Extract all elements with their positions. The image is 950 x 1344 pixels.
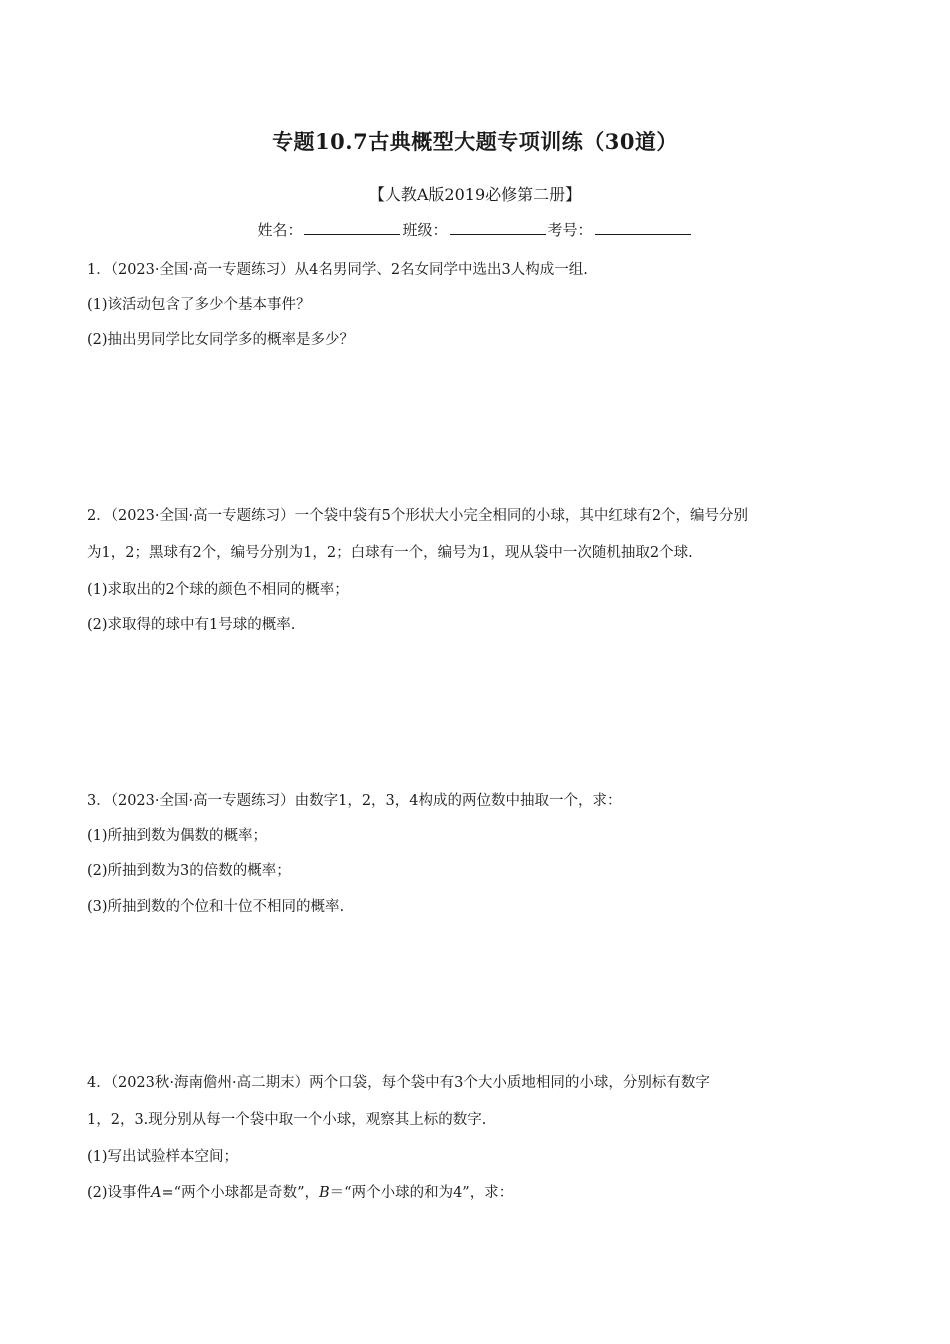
question-1-part-2: (2)抽出男同学比女同学多的概率是多少？ <box>87 332 355 348</box>
question-number: 2． <box>87 508 111 524</box>
question-source: （2023·全国·高一专题练习） <box>110 793 295 809</box>
question-text: 由数字1，2，3，4构成的两位数中抽取一个，求： <box>294 793 622 809</box>
event-b-variable: B <box>319 1185 330 1201</box>
question-1-stem <box>87 258 867 279</box>
question-3-stem <box>87 789 867 810</box>
question-4-stem <box>87 1071 867 1092</box>
question-number: 3． <box>87 793 111 809</box>
name-label: 姓名： <box>257 221 303 239</box>
question-source: （2023·全国·高一专题练习） <box>110 262 295 278</box>
class-blank[interactable] <box>450 220 546 235</box>
class-label: 班级： <box>402 221 448 239</box>
question-text: 从4名男同学、2名女同学中选出3人构成一组. <box>294 262 588 278</box>
question-2-stem-cont: 为1，2；黑球有2个，编号分别为1，2；白球有一个，编号为1，现从袋中一次随机抽取2个球. <box>87 545 693 561</box>
question-2-part-2: (2)求取得的球中有1号球的概率. <box>87 617 296 633</box>
question-2-stem <box>87 504 867 525</box>
question-2-part-1: (1)求取出的2个球的颜色不相同的概率； <box>87 582 349 598</box>
exam-no-label: 考号： <box>547 221 593 239</box>
question-4-part-2 <box>87 1181 867 1202</box>
question-number: 4． <box>87 1075 111 1091</box>
question-text: 一个袋中袋有5个形状大小完全相同的小球，其中红球有2个，编号分别 <box>294 508 749 524</box>
name-blank[interactable] <box>304 220 400 235</box>
question-3-part-1: (1)所抽到数为偶数的概率； <box>87 828 268 844</box>
question-4-stem-cont: 1，2，3.现分别从每一个袋中取一个小球，观察其上标的数字. <box>87 1112 487 1128</box>
page-title: 专题10.7古典概型大题专项训练（30道） <box>272 129 678 154</box>
question-number: 1． <box>87 262 111 278</box>
exam-no-blank[interactable] <box>595 220 691 235</box>
event-a-variable: A <box>151 1185 162 1201</box>
question-1-part-1: (1)该活动包含了多少个基本事件？ <box>87 297 311 313</box>
question-source: （2023·全国·高一专题练习） <box>110 508 295 524</box>
question-4-part-1: (1)写出试验样本空间； <box>87 1149 239 1165</box>
part-prefix: (2)设事件 <box>87 1185 152 1201</box>
event-b-definition: ＝“两个小球的和为4”，求： <box>329 1185 514 1201</box>
question-text: 两个口袋，每个袋中有3个大小质地相同的小球，分别标有数字 <box>309 1075 710 1091</box>
event-a-definition: =“两个小球都是奇数”， <box>161 1185 320 1201</box>
question-3-part-3: (3)所抽到数的个位和十位不相同的概率. <box>87 899 345 915</box>
question-3-part-2: (2)所抽到数为3的倍数的概率； <box>87 863 291 879</box>
question-source: （2023秋·海南儋州·高二期末） <box>110 1075 310 1091</box>
student-info-line <box>0 219 950 240</box>
page-subtitle: 【人教A版2019必修第二册】 <box>368 185 582 204</box>
